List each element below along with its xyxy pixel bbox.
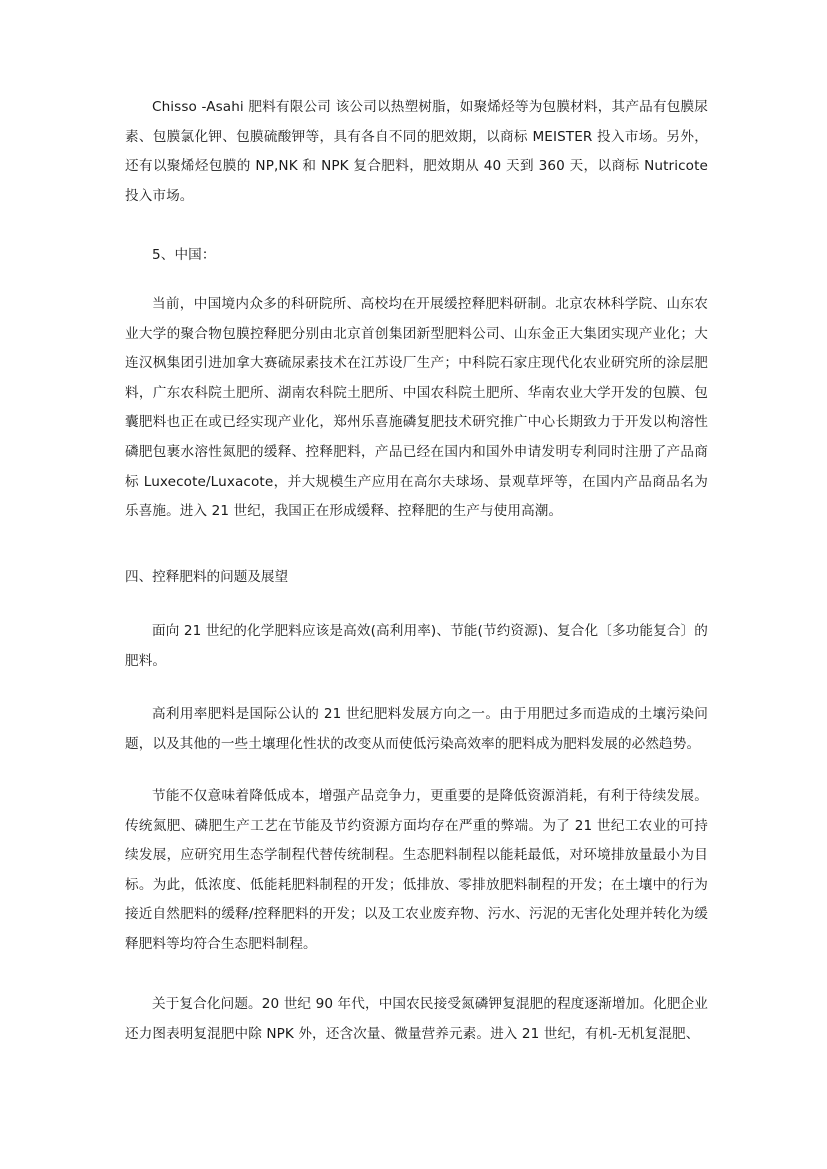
paragraph-21st-century-fertilizer: 面向 21 世纪的化学肥料应该是高效(高利用率)、节能(节约资源)、复合化〔多功能复合〕的肥料。 <box>125 623 708 669</box>
section-heading-china: 5、中国： <box>152 247 216 263</box>
paragraph-energy-saving: 节能不仅意味着降低成本，增强产品竞争力，更重要的是降低资源消耗，有利于待续发展。传统氮肥、磷肥生产工艺在节能及节约资源方面均存在严重的弊端。为了 21 世纪工农业的可持续发展，应研究用生态学制程代替传统制程。生态肥料制程以能耗最低，对环境排放量最小为目标。为此，低浓度、低能耗肥料制程的开发；低排放、零排放肥料制程的开发；在土壤中的行为接近自然肥料的缓释/控释肥料的开发；以及工农业废弃物、污水、污泥的无害化处理并转化为缓释肥料等均符合生态肥料制程。 <box>125 788 708 952</box>
paragraph-high-utilization: 高利用率肥料是国际公认的 21 世纪肥料发展方向之一。由于用肥过多而造成的土壤污染问题，以及其他的一些土壤理化性状的改变从而使低污染高效率的肥料成为肥料发展的必然趋势。 <box>125 706 708 752</box>
section-heading-problems-outlook: 四、控释肥料的问题及展望 <box>125 569 289 585</box>
paragraph-china-research: 当前，中国境内众多的科研院所、高校均在开展缓控释肥料研制。北京农林科学院、山东农业大学的聚合物包膜控释肥分别由北京首创集团新型肥料公司、山东金正大集团实现产业化；大连汉枫集团引进加拿大赛硫尿素技术在江苏设厂生产；中科院石家庄现代化农业研究所的涂层肥料，广东农科院土肥所、湖南农科院土肥所、中国农科院土肥所、华南农业大学开发的包膜、包囊肥料也正在或已经实现产业化，郑州乐喜施磷复肥技术研究推广中心长期致力于开发以枸溶性磷肥包裹水溶性氮肥的缓释、控释肥料，产品已经在国内和国外申请发明专利同时注册了产品商标 Luxecote/Luxacote，并大规模生产应用在高尔夫球场、景观草坪等，在国内产品商品名为乐喜施。进入 21 世纪，我国正在形成缓释、控释肥的生产与使用高潮。 <box>125 296 708 520</box>
paragraph-chisso-asahi: Chisso -Asahi 肥料有限公司 该公司以热塑树脂，如聚烯烃等为包膜材料，其产品有包膜尿素、包膜氯化钾、包膜硫酸钾等，具有各自不同的肥效期，以商标 MEISTER 投入市场。另外，还有以聚烯烃包膜的 NP,NK 和 NPK 复合肥料，肥效期从 40 天到 360 天，以商标 Nutricote 投入市场。 <box>125 99 708 204</box>
paragraph-compounding: 关于复合化问题。20 世纪 90 年代，中国农民接受氮磷钾复混肥的程度逐渐增加。化肥企业还力图表明复混肥中除 NPK 外，还含次量、微量营养元素。进入 21 世纪，有机-无机复混肥、 <box>125 996 708 1042</box>
